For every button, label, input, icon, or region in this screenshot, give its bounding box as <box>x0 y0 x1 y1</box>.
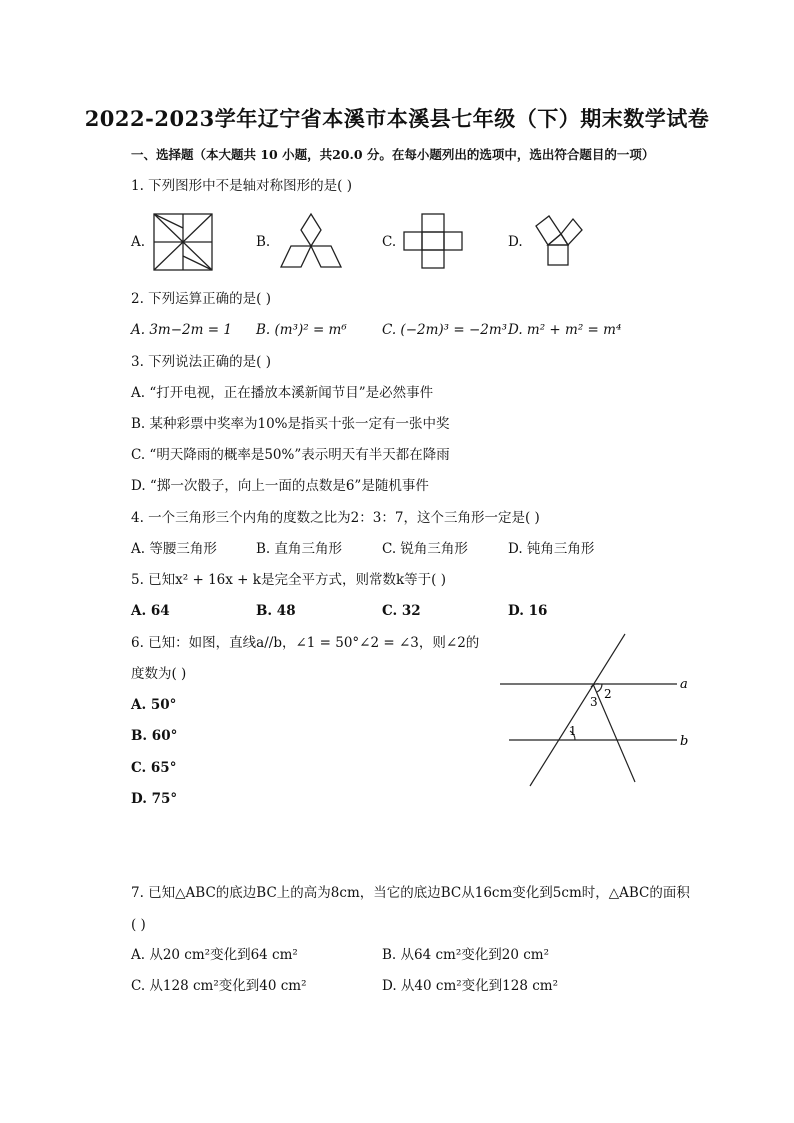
transversal-1 <box>530 634 625 786</box>
q2-option-a: A. 3m−2m = 1 <box>131 322 232 338</box>
q2-option-b: B. (m³)² = m⁶ <box>256 322 347 338</box>
q6-option-b: B. 60° <box>131 728 178 744</box>
q3-option-a: A. “打开电视，正在播放本溪新闻节目”是必然事件 <box>131 385 434 401</box>
q6-option-c: C. 65° <box>131 760 177 776</box>
question-6-stem-line1: 6. 已知：如图，直线a//b，∠1 = 50°∠2 = ∠3，则∠2的 <box>131 635 480 651</box>
question-6-stem-line2: 度数为( ) <box>131 666 187 682</box>
label-a: a <box>680 677 688 692</box>
q2-option-d: D. m² + m² = m⁴ <box>508 322 622 338</box>
question-5-stem: 5. 已知x² + 16x + k是完全平方式，则常数k等于( ) <box>131 572 446 588</box>
q7-option-b: B. 从64 cm²变化到20 cm² <box>382 947 549 963</box>
q2-option-c: C. (−2m)³ = −2m³ <box>382 322 508 338</box>
section-heading: 一、选择题（本大题共 10 小题，共20.0 分。在每小题列出的选项中，选出符合题目的一项） <box>131 147 655 162</box>
q4-option-a: A. 等腰三角形 <box>131 541 217 557</box>
q3-option-d: D. “掷一次骰子，向上一面的点数是6”是随机事件 <box>131 478 429 494</box>
q4-option-b: B. 直角三角形 <box>256 541 343 557</box>
parallel-lines-figure <box>495 630 700 790</box>
q4-option-d: D. 钝角三角形 <box>508 541 595 557</box>
question-7-stem-line2: ( ) <box>131 917 146 933</box>
q1-option-c-label: C. <box>382 234 397 250</box>
question-2-stem: 2. 下列运算正确的是( ) <box>131 291 271 307</box>
pythagoras-figure <box>530 212 588 268</box>
cross-net-figure <box>402 212 464 270</box>
q3-option-b: B. 某种彩票中奖率为10%是指买十张一定有一张中奖 <box>131 416 450 432</box>
question-3-stem: 3. 下列说法正确的是( ) <box>131 354 271 370</box>
angle-1-label: 1 <box>569 724 577 738</box>
q6-option-a: A. 50° <box>131 697 177 713</box>
q1-option-b-label: B. <box>256 234 271 250</box>
angle-3-label: 3 <box>590 695 598 709</box>
q5-option-c: C. 32 <box>382 603 421 619</box>
q7-option-a: A. 从20 cm²变化到64 cm² <box>131 947 298 963</box>
transversal-2 <box>593 684 635 782</box>
pinwheel-figure <box>152 212 214 272</box>
q5-option-d: D. 16 <box>508 603 548 619</box>
angle-2-label: 2 <box>604 687 612 701</box>
q6-option-d: D. 75° <box>131 791 178 807</box>
question-7-stem-line1: 7. 已知△ABC的底边BC上的高为8cm，当它的底边BC从16cm变化到5cm时，△ABC的面积 <box>131 885 690 901</box>
three-rhombus-figure <box>278 212 344 270</box>
q1-option-a-label: A. <box>131 234 146 250</box>
q5-option-a: A. 64 <box>131 603 170 619</box>
q5-option-b: B. 48 <box>256 603 296 619</box>
q7-option-d: D. 从40 cm²变化到128 cm² <box>382 978 559 994</box>
question-4-stem: 4. 一个三角形三个内角的度数之比为2：3：7，这个三角形一定是( ) <box>131 510 540 526</box>
q7-option-c: C. 从128 cm²变化到40 cm² <box>131 978 307 994</box>
page-title: 2022-2023学年辽宁省本溪市本溪县七年级（下）期末数学试卷 <box>84 106 710 131</box>
question-1-stem: 1. 下列图形中不是轴对称图形的是( ) <box>131 178 352 194</box>
q4-option-c: C. 锐角三角形 <box>382 541 468 557</box>
q1-option-d-label: D. <box>508 234 523 250</box>
label-b: b <box>680 734 689 749</box>
q3-option-c: C. “明天降雨的概率是50%”表示明天有半天都在降雨 <box>131 447 450 463</box>
